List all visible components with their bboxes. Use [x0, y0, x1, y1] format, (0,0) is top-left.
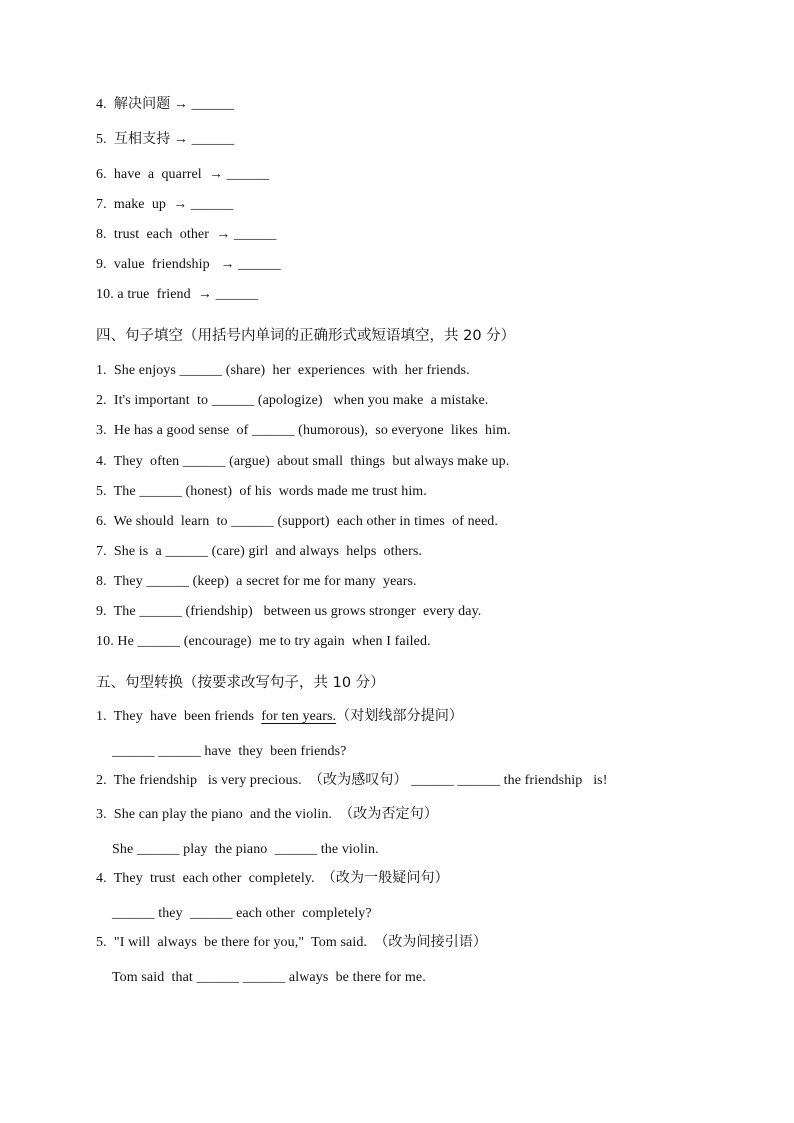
fill-item-9: 9. The ______ (friendship) between us grows stronger every day.: [96, 604, 482, 619]
vocab-item-7: 7. make up → ______: [96, 197, 234, 212]
transform-item-5-answer: Tom said that ______ ______ always be there for me.: [112, 970, 426, 985]
fill-item-7: 7. She is a ______ (care) girl and always helps others.: [96, 544, 422, 559]
transform-item-1-instruction: （对划线部分提问）: [336, 709, 464, 724]
vocab-item-9: 9. value friendship → ______: [96, 257, 281, 272]
transform-item-1-answer: ______ ______ have they been friends?: [112, 744, 347, 759]
vocab-item-8: 8. trust each other → ______: [96, 227, 277, 242]
vocab-item-10: 10. a true friend → ______: [96, 287, 259, 302]
transform-item-1-underlined: for ten years.: [261, 709, 337, 724]
transform-item-5: 5. "I will always be there for you," Tom said. （改为间接引语）: [96, 935, 488, 950]
fill-item-2: 2. It's important to ______ (apologize) when you make a mistake.: [96, 393, 489, 408]
fill-item-1: 1. She enjoys ______ (share) her experiences with her friends.: [96, 363, 470, 378]
transform-item-1-prefix: 1. They have been friends: [96, 709, 262, 724]
vocab-item-5: 5. 互相支持 → ______: [96, 132, 235, 147]
fill-item-8: 8. They ______ (keep) a secret for me for many years.: [96, 574, 417, 589]
transform-item-2: 2. The friendship is very precious. （改为感叹句） ______ ______ the friendship is!: [96, 773, 608, 788]
transform-item-4-answer: ______ they ______ each other completely?: [112, 906, 372, 921]
fill-item-10: 10. He ______ (encourage) me to try again when I failed.: [96, 634, 431, 649]
section-4-heading: 四、句子填空（用括号内单词的正确形式或短语填空，共 20 分）: [96, 328, 516, 344]
vocab-item-4: 4. 解决问题 → ______: [96, 97, 235, 112]
transform-item-3-answer: She ______ play the piano ______ the violin.: [112, 842, 379, 857]
transform-item-4: 4. They trust each other completely. （改为一般疑问句）: [96, 871, 449, 886]
vocab-item-6: 6. have a quarrel → ______: [96, 167, 270, 182]
fill-item-4: 4. They often ______ (argue) about small things but always make up.: [96, 454, 510, 469]
fill-item-3: 3. He has a good sense of ______ (humorous), so everyone likes him.: [96, 423, 511, 438]
transform-item-1: [96, 708, 463, 726]
fill-item-5: 5. The ______ (honest) of his words made me trust him.: [96, 484, 427, 499]
transform-item-3: 3. She can play the piano and the violin. （改为否定句）: [96, 807, 438, 822]
section-5-heading: 五、句型转换（按要求改写句子，共 10 分）: [96, 675, 385, 691]
fill-item-6: 6. We should learn to ______ (support) each other in times of need.: [96, 514, 499, 529]
